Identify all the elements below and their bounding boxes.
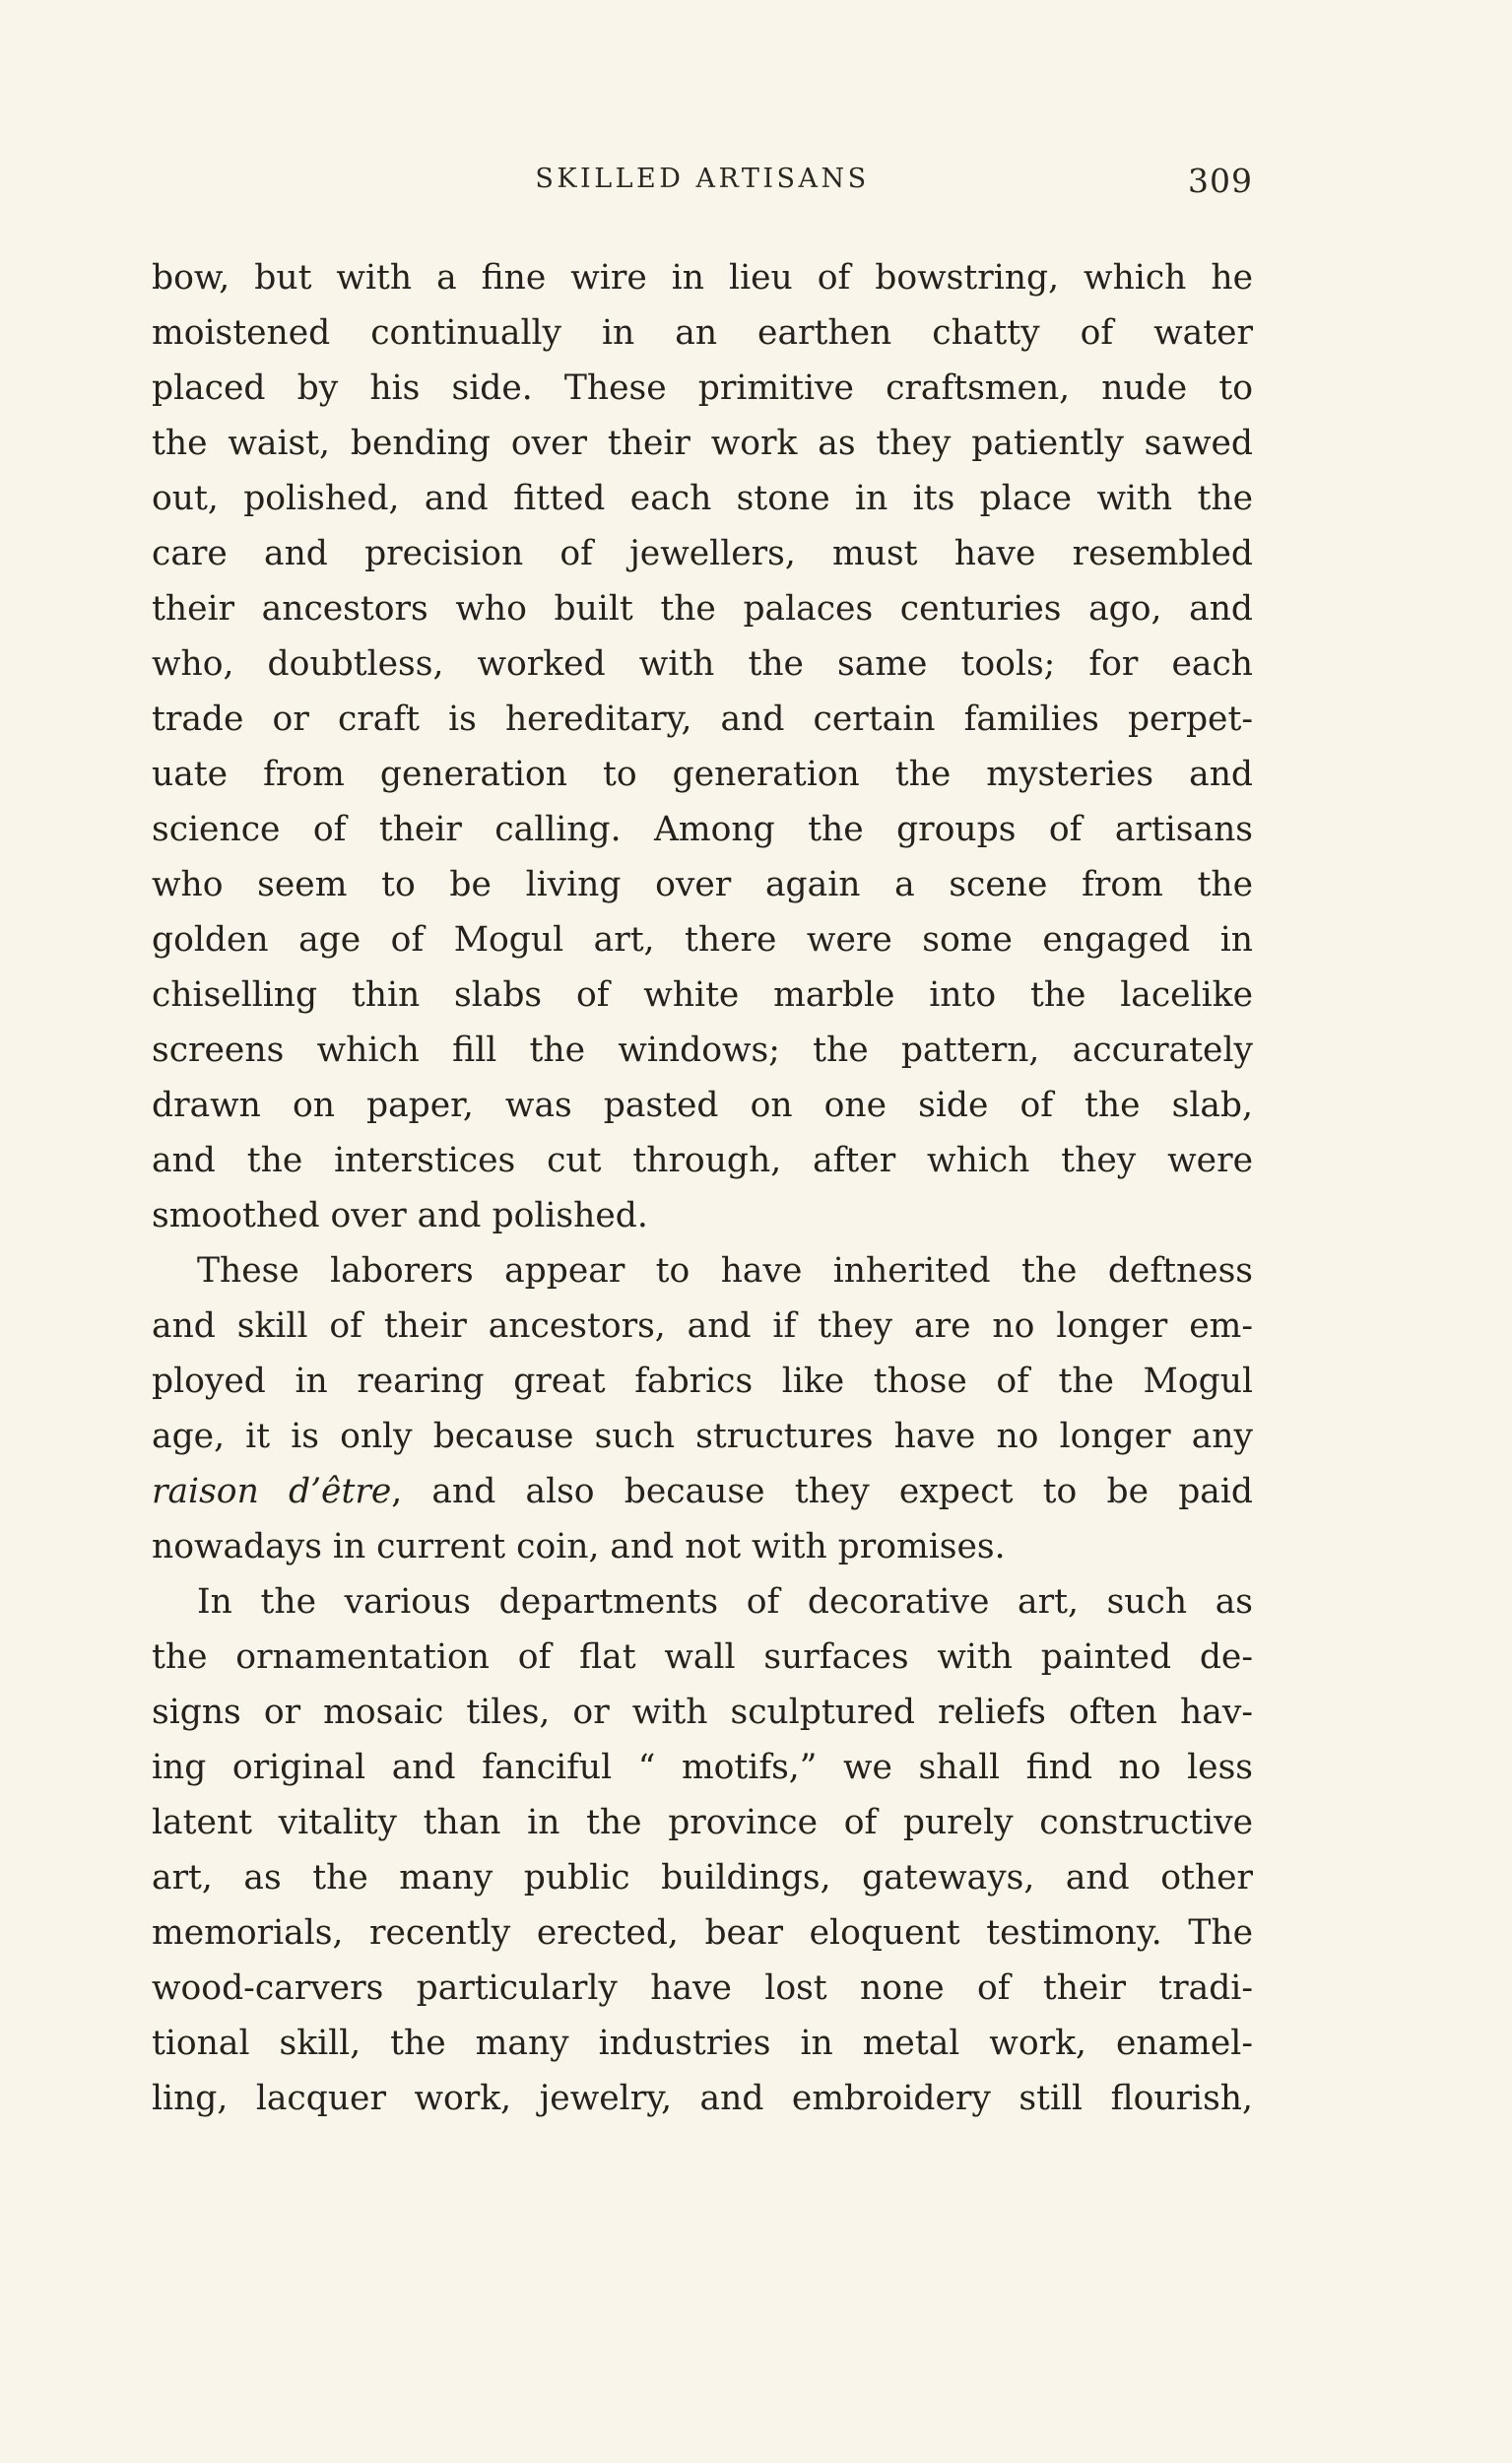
text-line: who, doubtless, worked with the same tools; for each	[152, 644, 1253, 684]
text-line: art, as the many public buildings, gateways, and other	[152, 1858, 1253, 1897]
text-line: placed by his side. These primitive craftsmen, nude to	[152, 368, 1253, 408]
text-line: out, polished, and fitted each stone in its place with the	[152, 479, 1253, 518]
text-line: and the interstices cut through, after which they were	[152, 1141, 1253, 1180]
text-line: In the various departments of decorative art, such as	[197, 1582, 1253, 1622]
text-line: bow, but with a fine wire in lieu of bowstring, which he	[152, 258, 1253, 298]
text-line: ployed in rearing great fabrics like those of the Mogul	[152, 1362, 1253, 1401]
text-line: the ornamentation of flat wall surfaces with painted de-	[152, 1637, 1253, 1677]
text-line: golden age of Mogul art, there were some engaged in	[152, 920, 1253, 960]
text-line: drawn on paper, was pasted on one side of the slab,	[152, 1086, 1253, 1125]
italic-phrase: raison d’être	[152, 1472, 392, 1511]
text-line-remainder: , and also because they expect to be paid	[391, 1472, 1253, 1511]
text-line: ling, lacquer work, jewelry, and embroidery still flourish,	[152, 2079, 1253, 2118]
text-line: tional skill, the many industries in metal work, enamel-	[152, 2024, 1253, 2063]
text-line: the waist, bending over their work as they patiently sawed	[152, 424, 1253, 463]
text-line: memorials, recently erected, bear eloquent testimony. The	[152, 1913, 1253, 1953]
text-line: nowadays in current coin, and not with promises.	[152, 1527, 1006, 1566]
text-line: uate from generation to generation the mysteries and	[152, 755, 1253, 794]
text-line: trade or craft is hereditary, and certain families perpet-	[152, 699, 1253, 739]
text-line: care and precision of jewellers, must have resembled	[152, 534, 1253, 573]
running-title: SKILLED ARTISANS	[535, 164, 870, 194]
text-line: chiselling thin slabs of white marble into the lacelike	[152, 975, 1253, 1015]
text-line: signs or mosaic tiles, or with sculptured reliefs often hav-	[152, 1693, 1253, 1732]
running-head	[152, 164, 1253, 207]
text-line: screens which fill the windows; the pattern, accurately	[152, 1031, 1253, 1070]
text-line: and skill of their ancestors, and if they are no longer em-	[152, 1306, 1253, 1346]
text-line: These laborers appear to have inherited the deftness	[197, 1251, 1253, 1291]
text-line: their ancestors who built the palaces centuries ago, and	[152, 589, 1253, 629]
text-line: moistened continually in an earthen chatty of water	[152, 313, 1253, 353]
text-line: wood-carvers particularly have lost none of their tradi-	[152, 1968, 1253, 2008]
text-line: smoothed over and polished.	[152, 1196, 648, 1235]
text-line: ing original and fanciful “ motifs,” we shall find no less	[152, 1748, 1253, 1787]
text-line: who seem to be living over again a scene from the	[152, 865, 1253, 904]
body-text	[152, 250, 1253, 2126]
page-number: 309	[1188, 162, 1253, 200]
text-line: science of their calling. Among the groups of artisans	[152, 810, 1253, 849]
text-line: age, it is only because such structures have no longer any	[152, 1417, 1253, 1456]
text-line	[152, 1464, 1253, 1519]
text-line: latent vitality than in the province of purely constructive	[152, 1803, 1253, 1842]
